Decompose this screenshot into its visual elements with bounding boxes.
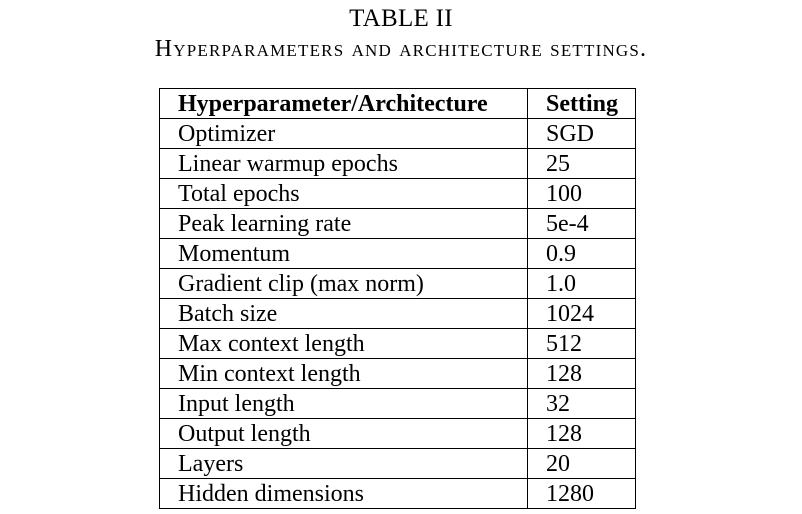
row-setting-cell: SGD xyxy=(528,119,636,149)
table-row xyxy=(160,269,636,299)
table-row xyxy=(160,329,636,359)
column-header-setting: Setting xyxy=(528,89,636,119)
row-setting-cell: 128 xyxy=(528,419,636,449)
column-header-hyperparameter: Hyperparameter/Architecture xyxy=(160,89,528,119)
table-row xyxy=(160,419,636,449)
row-name-cell: Momentum xyxy=(160,239,528,269)
row-name-cell: Total epochs xyxy=(160,179,528,209)
row-setting-cell: 5e-4 xyxy=(528,209,636,239)
table-title: Hyperparameters and architecture settings. xyxy=(154,36,648,62)
table-row xyxy=(160,149,636,179)
row-name-cell: Hidden dimensions xyxy=(160,479,528,509)
row-name-cell: Linear warmup epochs xyxy=(160,149,528,179)
table-header-row xyxy=(160,89,636,119)
table-row xyxy=(160,119,636,149)
row-name-cell: Optimizer xyxy=(160,119,528,149)
row-setting-cell: 512 xyxy=(528,329,636,359)
table-row xyxy=(160,239,636,269)
table-row xyxy=(160,449,636,479)
row-name-cell: Peak learning rate xyxy=(160,209,528,239)
table-row xyxy=(160,389,636,419)
table-row xyxy=(160,359,636,389)
row-name-cell: Max context length xyxy=(160,329,528,359)
row-setting-cell: 1024 xyxy=(528,299,636,329)
table-label: TABLE II xyxy=(349,5,453,32)
row-setting-cell: 0.9 xyxy=(528,239,636,269)
table-row xyxy=(160,209,636,239)
row-name-cell: Output length xyxy=(160,419,528,449)
table-row xyxy=(160,479,636,509)
row-setting-cell: 1.0 xyxy=(528,269,636,299)
row-name-cell: Gradient clip (max norm) xyxy=(160,269,528,299)
table-row xyxy=(160,299,636,329)
row-setting-cell: 128 xyxy=(528,359,636,389)
row-name-cell: Min context length xyxy=(160,359,528,389)
row-name-cell: Layers xyxy=(160,449,528,479)
row-setting-cell: 25 xyxy=(528,149,636,179)
row-name-cell: Input length xyxy=(160,389,528,419)
table-row xyxy=(160,179,636,209)
row-setting-cell: 100 xyxy=(528,179,636,209)
row-setting-cell: 1280 xyxy=(528,479,636,509)
row-name-cell: Batch size xyxy=(160,299,528,329)
hyperparameter-table xyxy=(159,88,636,509)
row-setting-cell: 20 xyxy=(528,449,636,479)
row-setting-cell: 32 xyxy=(528,389,636,419)
